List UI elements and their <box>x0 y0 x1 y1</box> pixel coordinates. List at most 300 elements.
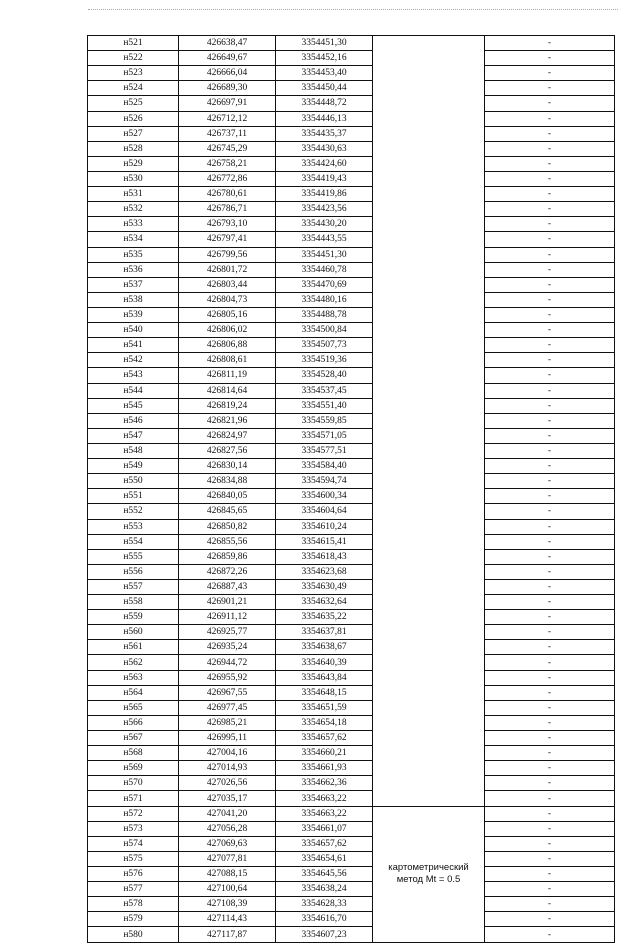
x-coordinate-cell: 426745,29 <box>179 141 276 156</box>
x-coordinate-cell: 426824,97 <box>179 428 276 443</box>
point-id-cell: н535 <box>88 247 179 262</box>
x-coordinate-cell: 427035,17 <box>179 791 276 806</box>
note-cell: - <box>485 761 615 776</box>
note-cell: - <box>485 459 615 474</box>
x-coordinate-cell: 426840,05 <box>179 489 276 504</box>
note-cell: - <box>485 610 615 625</box>
point-id-cell: н550 <box>88 474 179 489</box>
x-coordinate-cell: 426925,77 <box>179 625 276 640</box>
point-id-cell: н548 <box>88 443 179 458</box>
method-cell-empty <box>373 36 485 807</box>
point-id-cell: н555 <box>88 549 179 564</box>
point-id-cell: н552 <box>88 504 179 519</box>
point-id-cell: н576 <box>88 867 179 882</box>
point-id-cell: н569 <box>88 761 179 776</box>
note-cell: - <box>485 625 615 640</box>
y-coordinate-cell: 3354663,22 <box>276 806 373 821</box>
note-cell: - <box>485 428 615 443</box>
y-coordinate-cell: 3354559,85 <box>276 413 373 428</box>
note-cell: - <box>485 776 615 791</box>
note-cell: - <box>485 564 615 579</box>
x-coordinate-cell: 426814,64 <box>179 383 276 398</box>
y-coordinate-cell: 3354610,24 <box>276 519 373 534</box>
table-row <box>88 867 615 882</box>
point-id-cell: н554 <box>88 534 179 549</box>
note-cell: - <box>485 731 615 746</box>
y-coordinate-cell: 3354618,43 <box>276 549 373 564</box>
y-coordinate-cell: 3354470,69 <box>276 277 373 292</box>
x-coordinate-cell: 426887,43 <box>179 579 276 594</box>
table-row <box>88 323 615 338</box>
table-row <box>88 292 615 307</box>
y-coordinate-cell: 3354638,67 <box>276 640 373 655</box>
note-cell: - <box>485 383 615 398</box>
x-coordinate-cell: 426827,56 <box>179 443 276 458</box>
x-coordinate-cell: 426805,16 <box>179 307 276 322</box>
x-coordinate-cell: 426811,19 <box>179 368 276 383</box>
x-coordinate-cell: 427069,63 <box>179 836 276 851</box>
note-cell: - <box>485 202 615 217</box>
x-coordinate-cell: 426967,55 <box>179 685 276 700</box>
x-coordinate-cell: 426901,21 <box>179 595 276 610</box>
y-coordinate-cell: 3354519,36 <box>276 353 373 368</box>
x-coordinate-cell: 426803,44 <box>179 277 276 292</box>
y-coordinate-cell: 3354640,39 <box>276 655 373 670</box>
y-coordinate-cell: 3354632,64 <box>276 595 373 610</box>
y-coordinate-cell: 3354630,49 <box>276 579 373 594</box>
table-row <box>88 413 615 428</box>
table-row <box>88 715 615 730</box>
table-row <box>88 383 615 398</box>
y-coordinate-cell: 3354424,60 <box>276 156 373 171</box>
note-cell: - <box>485 882 615 897</box>
y-coordinate-cell: 3354654,18 <box>276 715 373 730</box>
method-cell <box>373 806 485 942</box>
table-row <box>88 564 615 579</box>
table-row <box>88 277 615 292</box>
note-cell: - <box>485 595 615 610</box>
table-row <box>88 655 615 670</box>
point-id-cell: н522 <box>88 51 179 66</box>
table-row <box>88 640 615 655</box>
y-coordinate-cell: 3354651,59 <box>276 700 373 715</box>
table-row <box>88 96 615 111</box>
point-id-cell: н523 <box>88 66 179 81</box>
point-id-cell: н537 <box>88 277 179 292</box>
x-coordinate-cell: 426821,96 <box>179 413 276 428</box>
note-cell: - <box>485 126 615 141</box>
point-id-cell: н525 <box>88 96 179 111</box>
point-id-cell: н579 <box>88 912 179 927</box>
y-coordinate-cell: 3354643,84 <box>276 670 373 685</box>
point-id-cell: н565 <box>88 700 179 715</box>
note-cell: - <box>485 217 615 232</box>
table-row <box>88 519 615 534</box>
y-coordinate-cell: 3354430,63 <box>276 141 373 156</box>
point-id-cell: н531 <box>88 187 179 202</box>
table-row <box>88 126 615 141</box>
note-cell: - <box>485 927 615 942</box>
point-id-cell: н556 <box>88 564 179 579</box>
y-coordinate-cell: 3354663,22 <box>276 791 373 806</box>
y-coordinate-cell: 3354419,86 <box>276 187 373 202</box>
point-id-cell: н529 <box>88 156 179 171</box>
x-coordinate-cell: 426855,56 <box>179 534 276 549</box>
note-cell: - <box>485 51 615 66</box>
note-cell: - <box>485 111 615 126</box>
point-id-cell: н573 <box>88 821 179 836</box>
point-id-cell: н540 <box>88 323 179 338</box>
note-cell: - <box>485 912 615 927</box>
x-coordinate-cell: 426799,56 <box>179 247 276 262</box>
x-coordinate-cell: 426689,30 <box>179 81 276 96</box>
y-coordinate-cell: 3354443,55 <box>276 232 373 247</box>
note-cell: - <box>485 791 615 806</box>
x-coordinate-cell: 426808,61 <box>179 353 276 368</box>
note-cell: - <box>485 398 615 413</box>
y-coordinate-cell: 3354446,13 <box>276 111 373 126</box>
table-row <box>88 776 615 791</box>
x-coordinate-cell: 426977,45 <box>179 700 276 715</box>
point-id-cell: н541 <box>88 338 179 353</box>
y-coordinate-cell: 3354657,62 <box>276 836 373 851</box>
point-id-cell: н539 <box>88 307 179 322</box>
point-id-cell: н534 <box>88 232 179 247</box>
table-row <box>88 489 615 504</box>
x-coordinate-cell: 426985,21 <box>179 715 276 730</box>
note-cell: - <box>485 443 615 458</box>
table-row <box>88 171 615 186</box>
x-coordinate-cell: 426797,41 <box>179 232 276 247</box>
table-row <box>88 821 615 836</box>
y-coordinate-cell: 3354451,30 <box>276 247 373 262</box>
table-row <box>88 443 615 458</box>
y-coordinate-cell: 3354616,70 <box>276 912 373 927</box>
x-coordinate-cell: 426772,86 <box>179 171 276 186</box>
point-id-cell: н562 <box>88 655 179 670</box>
page-header-rule <box>88 9 618 13</box>
note-cell: - <box>485 534 615 549</box>
x-coordinate-cell: 426911,12 <box>179 610 276 625</box>
point-id-cell: н578 <box>88 897 179 912</box>
x-coordinate-cell: 427026,56 <box>179 776 276 791</box>
point-id-cell: н547 <box>88 428 179 443</box>
table-row <box>88 398 615 413</box>
table-row <box>88 141 615 156</box>
note-cell: - <box>485 867 615 882</box>
y-coordinate-cell: 3354460,78 <box>276 262 373 277</box>
x-coordinate-cell: 427100,64 <box>179 882 276 897</box>
table-row <box>88 836 615 851</box>
y-coordinate-cell: 3354628,33 <box>276 897 373 912</box>
point-id-cell: н571 <box>88 791 179 806</box>
y-coordinate-cell: 3354500,84 <box>276 323 373 338</box>
table-row <box>88 307 615 322</box>
note-cell: - <box>485 232 615 247</box>
note-cell: - <box>485 247 615 262</box>
point-id-cell: н568 <box>88 746 179 761</box>
note-cell: - <box>485 292 615 307</box>
x-coordinate-cell: 426834,88 <box>179 474 276 489</box>
point-id-cell: н528 <box>88 141 179 156</box>
point-id-cell: н558 <box>88 595 179 610</box>
x-coordinate-cell: 427014,93 <box>179 761 276 776</box>
table-row <box>88 595 615 610</box>
point-id-cell: н536 <box>88 262 179 277</box>
x-coordinate-cell: 426819,24 <box>179 398 276 413</box>
point-id-cell: н551 <box>88 489 179 504</box>
table-row <box>88 534 615 549</box>
point-id-cell: н577 <box>88 882 179 897</box>
x-coordinate-cell: 426944,72 <box>179 655 276 670</box>
x-coordinate-cell: 426859,86 <box>179 549 276 564</box>
note-cell: - <box>485 323 615 338</box>
note-cell: - <box>485 307 615 322</box>
point-id-cell: н567 <box>88 731 179 746</box>
note-cell: - <box>485 36 615 51</box>
table-row <box>88 187 615 202</box>
table-row <box>88 338 615 353</box>
point-id-cell: н574 <box>88 836 179 851</box>
y-coordinate-cell: 3354430,20 <box>276 217 373 232</box>
x-coordinate-cell: 426935,24 <box>179 640 276 655</box>
x-coordinate-cell: 426955,92 <box>179 670 276 685</box>
point-id-cell: н530 <box>88 171 179 186</box>
x-coordinate-cell: 426638,47 <box>179 36 276 51</box>
note-cell: - <box>485 474 615 489</box>
point-id-cell: н561 <box>88 640 179 655</box>
y-coordinate-cell: 3354648,15 <box>276 685 373 700</box>
table-row <box>88 897 615 912</box>
table-row <box>88 579 615 594</box>
point-id-cell: н527 <box>88 126 179 141</box>
point-id-cell: н532 <box>88 202 179 217</box>
y-coordinate-cell: 3354661,93 <box>276 761 373 776</box>
note-cell: - <box>485 806 615 821</box>
note-cell: - <box>485 655 615 670</box>
x-coordinate-cell: 426801,72 <box>179 262 276 277</box>
x-coordinate-cell: 427077,81 <box>179 851 276 866</box>
x-coordinate-cell: 426995,11 <box>179 731 276 746</box>
table-row <box>88 368 615 383</box>
table-row <box>88 36 615 51</box>
table-row <box>88 474 615 489</box>
y-coordinate-cell: 3354604,64 <box>276 504 373 519</box>
y-coordinate-cell: 3354423,56 <box>276 202 373 217</box>
y-coordinate-cell: 3354661,07 <box>276 821 373 836</box>
note-cell: - <box>485 262 615 277</box>
x-coordinate-cell: 426649,67 <box>179 51 276 66</box>
y-coordinate-cell: 3354660,21 <box>276 746 373 761</box>
x-coordinate-cell: 426793,10 <box>179 217 276 232</box>
table-row <box>88 912 615 927</box>
point-id-cell: н580 <box>88 927 179 942</box>
x-coordinate-cell: 426666,04 <box>179 66 276 81</box>
y-coordinate-cell: 3354419,43 <box>276 171 373 186</box>
x-coordinate-cell: 426806,02 <box>179 323 276 338</box>
table-row <box>88 51 615 66</box>
point-id-cell: н575 <box>88 851 179 866</box>
point-id-cell: н566 <box>88 715 179 730</box>
point-id-cell: н545 <box>88 398 179 413</box>
table-row <box>88 610 615 625</box>
method-label-line2: метод Mt = 0.5 <box>396 874 461 886</box>
table-row <box>88 882 615 897</box>
note-cell: - <box>485 746 615 761</box>
point-id-cell: н549 <box>88 459 179 474</box>
point-id-cell: н559 <box>88 610 179 625</box>
note-cell: - <box>485 187 615 202</box>
x-coordinate-cell: 426806,88 <box>179 338 276 353</box>
y-coordinate-cell: 3354507,73 <box>276 338 373 353</box>
y-coordinate-cell: 3354452,16 <box>276 51 373 66</box>
table-row <box>88 232 615 247</box>
note-cell: - <box>485 141 615 156</box>
y-coordinate-cell: 3354623,68 <box>276 564 373 579</box>
note-cell: - <box>485 156 615 171</box>
point-id-cell: н533 <box>88 217 179 232</box>
point-id-cell: н563 <box>88 670 179 685</box>
x-coordinate-cell: 427114,43 <box>179 912 276 927</box>
y-coordinate-cell: 3354584,40 <box>276 459 373 474</box>
note-cell: - <box>485 504 615 519</box>
y-coordinate-cell: 3354451,30 <box>276 36 373 51</box>
note-cell: - <box>485 96 615 111</box>
table-row <box>88 549 615 564</box>
table-row <box>88 428 615 443</box>
x-coordinate-cell: 426830,14 <box>179 459 276 474</box>
note-cell: - <box>485 821 615 836</box>
table-row <box>88 111 615 126</box>
table-row <box>88 262 615 277</box>
y-coordinate-cell: 3354537,45 <box>276 383 373 398</box>
point-id-cell: н570 <box>88 776 179 791</box>
table-row <box>88 761 615 776</box>
note-cell: - <box>485 836 615 851</box>
table-row <box>88 670 615 685</box>
note-cell: - <box>485 715 615 730</box>
note-cell: - <box>485 685 615 700</box>
x-coordinate-cell: 427117,87 <box>179 927 276 942</box>
note-cell: - <box>485 66 615 81</box>
table-row <box>88 625 615 640</box>
table-row <box>88 731 615 746</box>
point-id-cell: н560 <box>88 625 179 640</box>
y-coordinate-cell: 3354435,37 <box>276 126 373 141</box>
y-coordinate-cell: 3354615,41 <box>276 534 373 549</box>
y-coordinate-cell: 3354571,05 <box>276 428 373 443</box>
y-coordinate-cell: 3354662,36 <box>276 776 373 791</box>
y-coordinate-cell: 3354638,24 <box>276 882 373 897</box>
y-coordinate-cell: 3354450,44 <box>276 81 373 96</box>
table-row <box>88 66 615 81</box>
note-cell: - <box>485 489 615 504</box>
point-id-cell: н557 <box>88 579 179 594</box>
table-row <box>88 685 615 700</box>
x-coordinate-cell: 426737,11 <box>179 126 276 141</box>
y-coordinate-cell: 3354453,40 <box>276 66 373 81</box>
table-row <box>88 927 615 942</box>
y-coordinate-cell: 3354488,78 <box>276 307 373 322</box>
y-coordinate-cell: 3354635,22 <box>276 610 373 625</box>
note-cell: - <box>485 368 615 383</box>
x-coordinate-cell: 426845,65 <box>179 504 276 519</box>
table-row <box>88 746 615 761</box>
note-cell: - <box>485 640 615 655</box>
y-coordinate-cell: 3354448,72 <box>276 96 373 111</box>
table-row <box>88 156 615 171</box>
coordinates-table-body <box>88 36 615 943</box>
point-id-cell: н524 <box>88 81 179 96</box>
coordinates-table <box>87 35 615 943</box>
y-coordinate-cell: 3354654,61 <box>276 851 373 866</box>
table-row <box>88 247 615 262</box>
x-coordinate-cell: 426697,91 <box>179 96 276 111</box>
y-coordinate-cell: 3354594,74 <box>276 474 373 489</box>
table-row <box>88 806 615 821</box>
note-cell: - <box>485 579 615 594</box>
y-coordinate-cell: 3354600,34 <box>276 489 373 504</box>
x-coordinate-cell: 427004,16 <box>179 746 276 761</box>
point-id-cell: н526 <box>88 111 179 126</box>
y-coordinate-cell: 3354607,23 <box>276 927 373 942</box>
y-coordinate-cell: 3354551,40 <box>276 398 373 413</box>
point-id-cell: н572 <box>88 806 179 821</box>
table-row <box>88 851 615 866</box>
table-row <box>88 504 615 519</box>
y-coordinate-cell: 3354657,62 <box>276 731 373 746</box>
note-cell: - <box>485 851 615 866</box>
note-cell: - <box>485 413 615 428</box>
x-coordinate-cell: 426780,61 <box>179 187 276 202</box>
point-id-cell: н538 <box>88 292 179 307</box>
note-cell: - <box>485 897 615 912</box>
point-id-cell: н542 <box>88 353 179 368</box>
table-row <box>88 217 615 232</box>
x-coordinate-cell: 427056,28 <box>179 821 276 836</box>
point-id-cell: н544 <box>88 383 179 398</box>
x-coordinate-cell: 426850,82 <box>179 519 276 534</box>
y-coordinate-cell: 3354645,56 <box>276 867 373 882</box>
table-row <box>88 353 615 368</box>
note-cell: - <box>485 670 615 685</box>
table-row <box>88 459 615 474</box>
x-coordinate-cell: 426786,71 <box>179 202 276 217</box>
x-coordinate-cell: 426758,21 <box>179 156 276 171</box>
x-coordinate-cell: 426712,12 <box>179 111 276 126</box>
x-coordinate-cell: 427108,39 <box>179 897 276 912</box>
method-label-line1: картометрический <box>388 862 469 874</box>
y-coordinate-cell: 3354577,51 <box>276 443 373 458</box>
table-row <box>88 700 615 715</box>
x-coordinate-cell: 427088,15 <box>179 867 276 882</box>
table-row <box>88 202 615 217</box>
note-cell: - <box>485 171 615 186</box>
point-id-cell: н521 <box>88 36 179 51</box>
point-id-cell: н564 <box>88 685 179 700</box>
point-id-cell: н546 <box>88 413 179 428</box>
point-id-cell: н543 <box>88 368 179 383</box>
y-coordinate-cell: 3354480,16 <box>276 292 373 307</box>
table-row <box>88 791 615 806</box>
x-coordinate-cell: 426804,73 <box>179 292 276 307</box>
y-coordinate-cell: 3354528,40 <box>276 368 373 383</box>
note-cell: - <box>485 81 615 96</box>
note-cell: - <box>485 353 615 368</box>
note-cell: - <box>485 549 615 564</box>
note-cell: - <box>485 519 615 534</box>
note-cell: - <box>485 277 615 292</box>
